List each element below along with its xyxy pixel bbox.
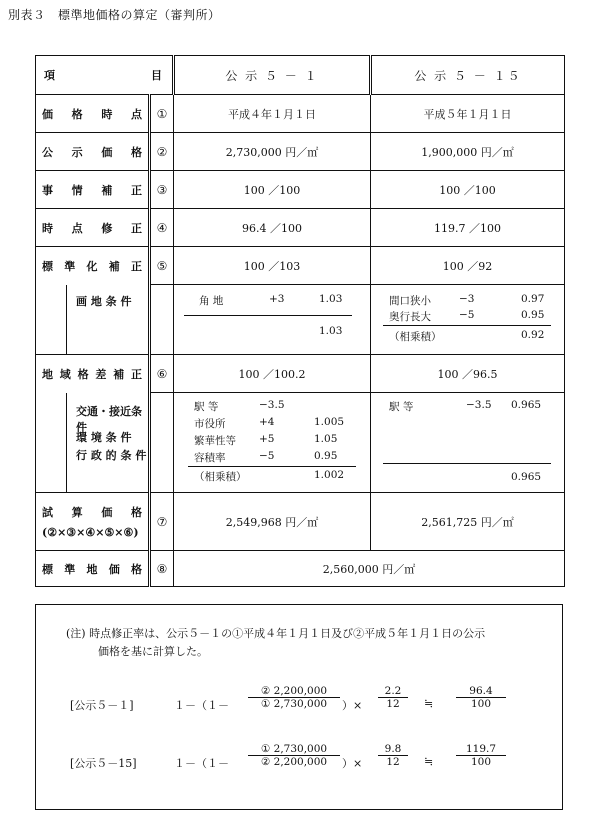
factors-row: 交通・接近条件 環 境 条 件 行 政 的 条 件 駅 等 −3.5 市役所 +4 1.005 繁華性等 +5 1.05 容積率 −5 0.95 （相乗積） 1.002 駅 等 −3.5 0.965 0.965 [36, 393, 565, 493]
row-number: ② [150, 133, 174, 171]
row-value-2: 1,900,000 円／㎡ [371, 133, 565, 171]
table-row [36, 171, 565, 209]
note-line-1: (注) 時点修正率は、公示５－１の①平成４年１月１日及び②平成５年１月１日の公示 [66, 627, 486, 640]
parcel-label: 画 地 条 件 [76, 294, 132, 308]
row-label: 標 準 化 補 正 [42, 259, 142, 273]
header-item: 項 目 [36, 56, 174, 95]
header-col1: 公 示 ５ － １ [174, 56, 371, 95]
table-row [36, 95, 565, 133]
row-value-2: 100 ／92 [371, 247, 565, 285]
trial-row: 試 算 価 格 (②×③×④×⑤×⑥) ⑦ 2,549,968 円／㎡ 2,561,725 円／㎡ [36, 493, 565, 551]
row-number: ④ [150, 209, 174, 247]
row-value-2: 平成５年１月１日 [371, 95, 565, 133]
parcel-col2: 間口狭小 −3 0.97 奥行長大 −5 0.95 （相乗積） 0.92 [371, 285, 565, 355]
parcel-row [36, 285, 565, 355]
row-label: 価 格 時 点 [42, 107, 142, 121]
regional-row: 地 域 格 差 補 正 ⑥ 100 ／100.2 100 ／96.5 [36, 355, 565, 393]
row-label: 時 点 修 正 [42, 221, 142, 235]
row-label: 事 情 補 正 [42, 183, 142, 197]
header-col2: 公 示 ５ － １５ [371, 56, 565, 95]
row-number: ⑤ [150, 247, 174, 285]
row-value-1: 96.4 ／100 [174, 209, 371, 247]
factors-col1: 駅 等 −3.5 市役所 +4 1.005 繁華性等 +5 1.05 容積率 −5 0.95 （相乗積） 1.002 [174, 393, 371, 493]
row-value-2: 100 ／100 [371, 171, 565, 209]
note-line-2: 価格を基に計算した。 [98, 645, 208, 658]
factors-col2: 駅 等 −3.5 0.965 0.965 [371, 393, 565, 493]
row-number: ③ [150, 171, 174, 209]
table-row [36, 133, 565, 171]
row-value-1: 2,730,000 円／㎡ [174, 133, 371, 171]
row-value-2: 119.7 ／100 [371, 209, 565, 247]
table-row [36, 247, 565, 285]
page-title: 別表３ 標準地価格の算定（審判所） [8, 8, 221, 22]
row-value-1: 平成４年１月１日 [174, 95, 371, 133]
table-row [36, 209, 565, 247]
valuation-table [35, 55, 565, 587]
standard-value: 2,560,000 円／㎡ [174, 551, 565, 587]
note-box: (注) 時点修正率は、公示５－１の①平成４年１月１日及び②平成５年１月１日の公示 価格を基に計算した。 [公示５－１] １－（１－ $\frac{\text{② 2,200,000}}{\text{① 2,730,000}}$ ）× $\frac{2.2}{12}$ ≒ $\frac{96.4}{100}$ [公示５－15] １－（１－ $\frac{\text{① 2,730,000}}{\text{② 2,200,000}}$ ）× $\frac{9.8}{12}$ ≒ $\frac{119.7}{100}$ [35, 604, 563, 810]
row-value-1: 100 ／100 [174, 171, 371, 209]
standard-row: 標 準 地 価 格 ⑧ 2,560,000 円／㎡ [36, 551, 565, 587]
row-label: 公 示 価 格 [42, 145, 142, 159]
header-row [36, 56, 565, 95]
parcel-col1: 角 地 +3 1.03 1.03 [174, 285, 371, 355]
row-value-1: 100 ／103 [174, 247, 371, 285]
row-number: ① [150, 95, 174, 133]
